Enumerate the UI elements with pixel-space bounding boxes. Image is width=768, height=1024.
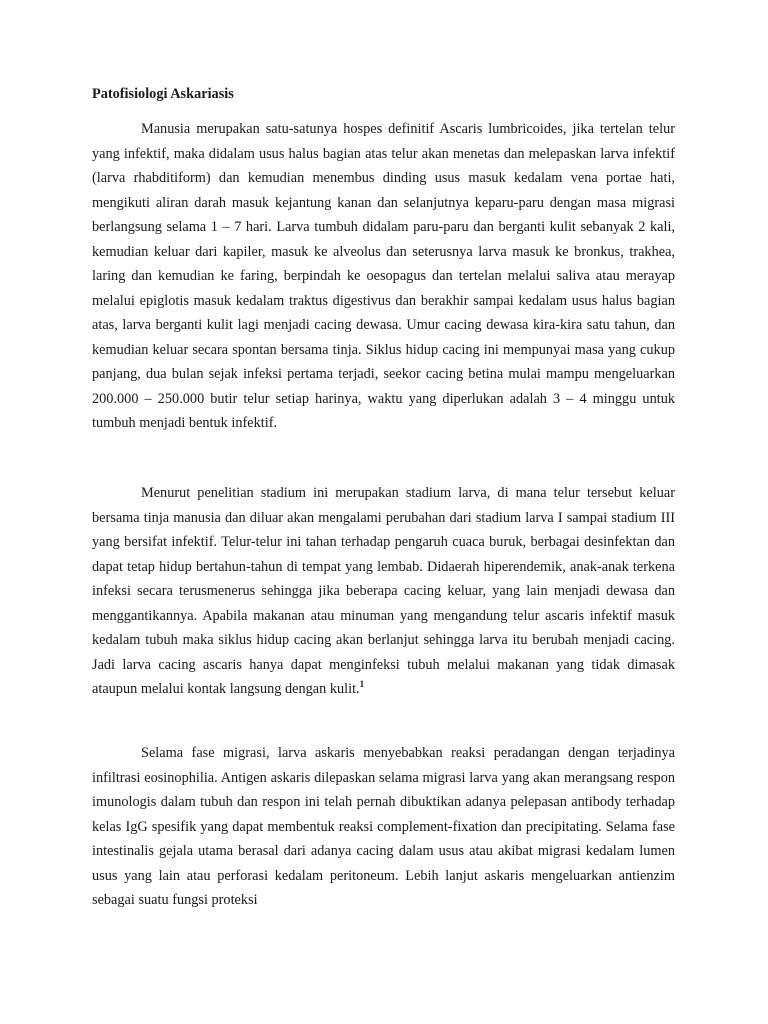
paragraph-1-text: Manusia merupakan satu-satunya hospes definitif Ascaris lumbricoides, jika tertelan telur yang infektif, maka didalam usus halus bagian atas telur akan menetas dan melepaskan larva infektif (larva rhabditiform) dan kemudian menembus dinding usus masuk kedalam vena portae hati, mengikuti aliran darah masuk kejantung kanan dan selanjutnya keparu-paru dengan masa migrasi berlangsung selama 1 – 7 hari. Larva tumbuh didalam paru-paru dan berganti kulit sebanyak 2 kali, kemudian keluar dari kapiler, masuk ke alveolus dan seterusnya larva masuk ke bronkus, trakhea, laring dan kemudian ke faring, berpindah ke oesopagus dan tertelan melalui saliva atau merayap melalui epiglotis masuk kedalam traktus digestivus dan berakhir sampai kedalam usus halus bagian atas, larva berganti kulit lagi menjadi cacing dewasa. Umur cacing dewasa kira-kira satu tahun, dan kemudian keluar secara spontan bersama tinja. Siklus hidup cacing ini mempunyai masa yang cukup panjang, dua bulan sejak infeksi pertama terjadi, seekor cacing betina mulai mampu mengeluarkan 200.000 – 250.000 butir telur setiap harinya, waktu yang diperlukan adalah 3 – 4 minggu untuk tumbuh menjadi bentuk infektif. <box>92 121 675 431</box>
paragraph-2-text: Menurut penelitian stadium ini merupakan stadium larva, di mana telur tersebut keluar bersama tinja manusia dan diluar akan mengalami perubahan dari stadium larva I sampai stadium III yang bersifat infektif. Telur-telur ini tahan terhadap pengaruh cuaca buruk, berbagai desinfektan dan dapat tetap hidup bertahun-tahun di tempat yang lembab. Didaerah hiperendemik, anak-anak terkena infeksi secara terusmenerus sehingga jika beberapa cacing keluar, yang lain menjadi dewasa dan menggantikannya. Apabila makanan atau minuman yang mengandung telur ascaris infektif masuk kedalam tubuh maka siklus hidup cacing akan berlanjut sehingga larva itu berubah menjadi cacing. Jadi larva cacing ascaris hanya dapat menginfeksi tubuh melalui makanan yang tidak dimasak ataupun melalui kontak langsung dengan kulit. <box>92 485 675 697</box>
section-title: Patofisiologi Askariasis <box>92 86 234 102</box>
paragraph-2 <box>92 481 675 702</box>
footnote-reference[interactable]: 1 <box>359 679 365 690</box>
paragraph-3-text: Selama fase migrasi, larva askaris menyebabkan reaksi peradangan dengan terjadinya infiltrasi eosinophilia. Antigen askaris dilepaskan selama migrasi larva yang akan merangsang respon imunologis dalam tubuh dan respon ini telah pernah dibuktikan adanya pelepasan antibody terhadap kelas IgG spesifik yang dapat membentuk reaksi complement-fixation dan precipitating. Selama fase intestinalis gejala utama berasal dari adanya cacing dalam usus atau akibat migrasi kedalam lumen usus yang lain atau perforasi kedalam peritoneum. Lebih lanjut askaris mengeluarkan antienzim sebagai suatu fungsi proteksi <box>92 745 675 908</box>
paragraph-1 <box>92 117 675 436</box>
paragraph-3 <box>92 741 675 913</box>
